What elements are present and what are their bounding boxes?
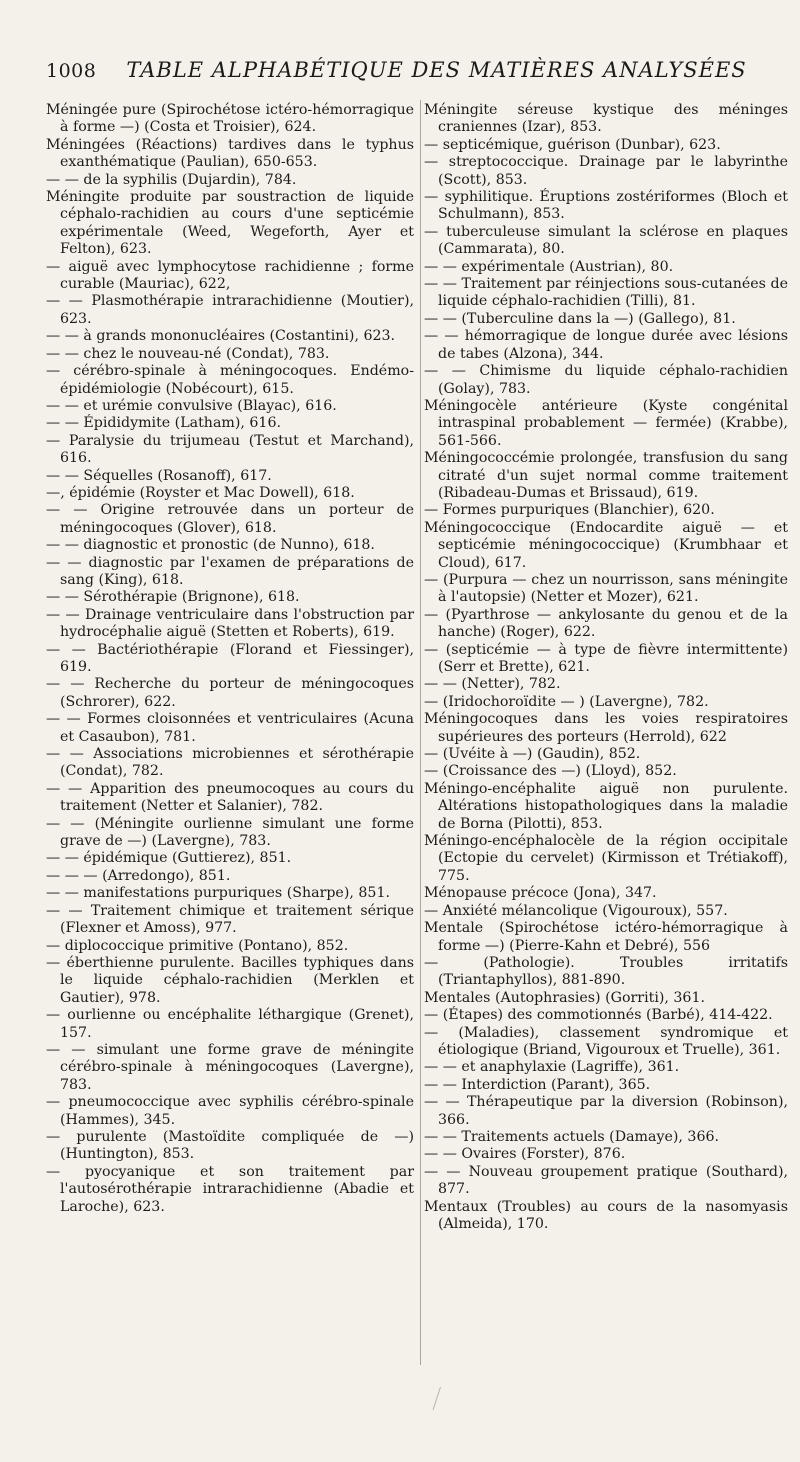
index-entry: Méningocoques dans les voies respiratoires supérieures des porteurs (Herrold), 622 [424,711,788,745]
index-entry: — — Associations microbiennes et sérothérapie (Condat), 782. [46,746,414,780]
index-entry: Mentales (Autophrasies) (Gorriti), 361. [424,989,705,1006]
index-entry: Méningocèle antérieure (Kyste congénital intraspinal probablement — fermée) (Krabbe), 561-566. [424,397,788,449]
index-entry: — (Pathologie). Troubles irritatifs (Triantaphyllos), 881-890. [424,954,788,989]
index-entry: — — Origine retrouvée dans un porteur de méningocoques (Glover), 618. [46,502,414,536]
index-entry: — ourlienne ou encéphalite léthargique (Grenet), 157. [46,1007,414,1041]
running-title: TABLE ALPHABÉTIQUE DES MATIÈRES ANALYSÉES [126,58,747,82]
index-entry: — — Nouveau groupement pratique (Southard), 877. [424,1163,788,1198]
index-entry: — Paralysie du trijumeau (Testut et Marchand), 616. [46,432,414,467]
index-entry: — aiguë avec lymphocytose rachidienne ; forme curable (Mauriac), 622, [46,258,414,293]
column-divider [420,100,421,1365]
index-entry: — — chez le nouveau-né (Condat), 783. [46,345,330,362]
index-entry: — — Traitement par réinjections sous-cutanées de liquide céphalo-rachidien (Tilli), 81. [424,276,788,310]
index-entry: — (Étapes) des commotionnés (Barbé), 414-422. [424,1007,773,1024]
index-entry: — — Chimisme du liquide céphalo-rachidien (Golay), 783. [424,363,788,397]
index-entry: — — (Netter), 782. [424,676,561,693]
index-entry: — — manifestations purpuriques (Sharpe), 851. [46,885,390,902]
index-entry: — — Interdiction (Parant), 365. [424,1076,651,1093]
index-entry: — Anxiété mélancolique (Vigouroux), 557. [424,902,728,919]
index-entry: — — Sérothérapie (Brignone), 618. [46,589,300,606]
index-entry: — — épidémique (Guttierez), 851. [46,850,292,867]
index-entry: Méningite produite par soustraction de liquide céphalo-rachidien au cours d'une septicémie expérimentale (Weed, Wegeforth, Ayer et Felton), 623. [46,189,414,258]
index-entry: Ménopause précoce (Jona), 347. [424,885,657,902]
index-entry: Méningite séreuse kystique des méninges craniennes (Izar), 853. [424,102,788,136]
index-entry: — — de la syphilis (Dujardin), 784. [46,171,297,188]
index-entry: — (Uvéite à —) (Gaudin), 852. [424,746,641,763]
index-entry: — streptococcique. Drainage par le labyrinthe (Scott), 853. [424,154,788,188]
index-entry: — — Traitement chimique et traitement sérique (Flexner et Amoss), 977. [46,902,414,937]
index-entry: — diplococcique primitive (Pontano), 852. [46,937,349,954]
index-entry: Méningée pure (Spirochétose ictéro-hémorragique à forme —) (Costa et Troisier), 624. [46,102,414,136]
right-index-column [424,102,788,1233]
paper-mark [433,1387,451,1413]
index-entry: — — et urémie convulsive (Blayac), 616. [46,397,337,414]
index-entry: — — Plasmothérapie intrarachidienne (Moutier), 623. [46,293,414,327]
index-entry: — (septicémie — à type de fièvre intermittente) (Serr et Brette), 621. [424,641,788,675]
index-entry: — — Recherche du porteur de méningocoques (Schrorer), 622. [46,676,414,710]
index-entry: — — (Tuberculine dans la —) (Gallego), 81. [424,310,736,327]
index-entry: — — Ovaires (Forster), 876. [424,1146,626,1163]
index-entry: — — Épididymite (Latham), 616. [46,415,281,432]
index-entry: Mentale (Spirochétose ictéro-hémorragique à forme —) (Pierre-Kahn et Debré), 556 [424,920,788,954]
index-entry: — — Bactériothérapie (Florand et Fiessinger), 619. [46,641,414,675]
index-entry: — purulente (Mastoïdite compliquée de —) (Huntington), 853. [46,1128,414,1163]
index-entry: — pyocyanique et son traitement par l'autosérothérapie intrarachidienne (Abadie et Laroche), 623. [46,1163,414,1215]
index-entry: — — Séquelles (Rosanoff), 617. [46,467,272,484]
page-number: 1008 [46,60,97,82]
index-entry: — — Formes cloisonnées et ventriculaires (Acuna et Casaubon), 781. [46,711,414,745]
index-entry: — — expérimentale (Austrian), 80. [424,258,674,275]
left-index-column [46,102,414,1216]
index-entry: — (Pyarthrose — ankylosante du genou et de la hanche) (Roger), 622. [424,606,788,641]
index-entry: —, épidémie (Royster et Mac Dowell), 618. [46,484,355,501]
index-entry: — Formes purpuriques (Blanchier), 620. [424,502,715,519]
index-entry: Méningococcique (Endocardite aiguë — et septicémie méningococcique) (Krumbhaar et Cloud), 617. [424,519,788,571]
index-entry: — — diagnostic par l'examen de préparations de sang (King), 618. [46,554,414,588]
index-entry: — cérébro-spinale à méningocoques. Endémo-épidémiologie (Nobécourt), 615. [46,363,414,397]
index-entry: — — Drainage ventriculaire dans l'obstruction par hydrocéphalie aiguë (Stetten et Roberts), 619. [46,606,414,641]
index-entry: — septicémique, guérison (Dunbar), 623. [424,136,721,153]
index-entry: — (Croissance des —) (Lloyd), 852. [424,763,677,780]
index-entry: Méningo-encéphalocèle de la région occipitale (Ectopie du cervelet) (Kirmisson et Trétiakoff), 775. [424,833,788,884]
index-entry: Méningo-encéphalite aiguë non purulente. Altérations histopathologiques dans la maladie de Borna (Pilotti), 853. [424,780,788,832]
index-entry: — — à grands mononucléaires (Costantini), 623. [46,328,396,345]
index-entry: Mentaux (Troubles) au cours de la nasomyasis (Almeida), 170. [424,1198,788,1232]
index-entry: — — simulant une forme grave de méningite cérébro-spinale à méningocoques (Lavergne), 783. [46,1041,414,1093]
index-entry: — — hémorragique de longue durée avec lésions de tabes (Alzona), 344. [424,328,788,362]
index-entry: — (Iridochoroïdite — ) (Lavergne), 782. [424,693,709,710]
index-entry: — — — (Arredongo), 851. [46,867,231,884]
index-entry: — éberthienne purulente. Bacilles typhiques dans le liquide céphalo-rachidien (Merklen et Gautier), 978. [46,954,414,1006]
index-entry: — (Purpura — chez un nourrisson, sans méningite à l'autopsie) (Netter et Mozer), 621. [424,571,788,606]
page-header [46,58,746,94]
index-entry: Méningées (Réactions) tardives dans le typhus exanthématique (Paulian), 650-653. [46,136,414,171]
index-entry: — — Traitements actuels (Damaye), 366. [424,1128,720,1145]
index-entry: — (Maladies), classement syndromique et étiologique (Briand, Vigouroux et Truelle), 361. [424,1024,788,1058]
index-entry: — syphilitique. Éruptions zostériformes (Bloch et Schulmann), 853. [424,189,788,223]
index-entry: — pneumococcique avec syphilis cérébro-spinale (Hammes), 345. [46,1094,414,1128]
index-entry: — — Apparition des pneumocoques au cours du traitement (Netter et Salanier), 782. [46,780,414,815]
index-entry: — — Thérapeutique par la diversion (Robinson), 366. [424,1094,788,1128]
index-entry: — — et anaphylaxie (Lagriffe), 361. [424,1059,680,1076]
index-entry: — tuberculeuse simulant la sclérose en plaques (Cammarata), 80. [424,223,788,258]
index-entry: Méningococcémie prolongée, transfusion du sang citraté d'un sujet normal comme traitement (Ribadeau-Dumas et Brissaud), 619. [424,450,788,501]
index-entry: — — diagnostic et pronostic (de Nunno), 618. [46,537,375,554]
index-entry: — — (Méningite ourlienne simulant une forme grave de —) (Lavergne), 783. [46,815,414,850]
